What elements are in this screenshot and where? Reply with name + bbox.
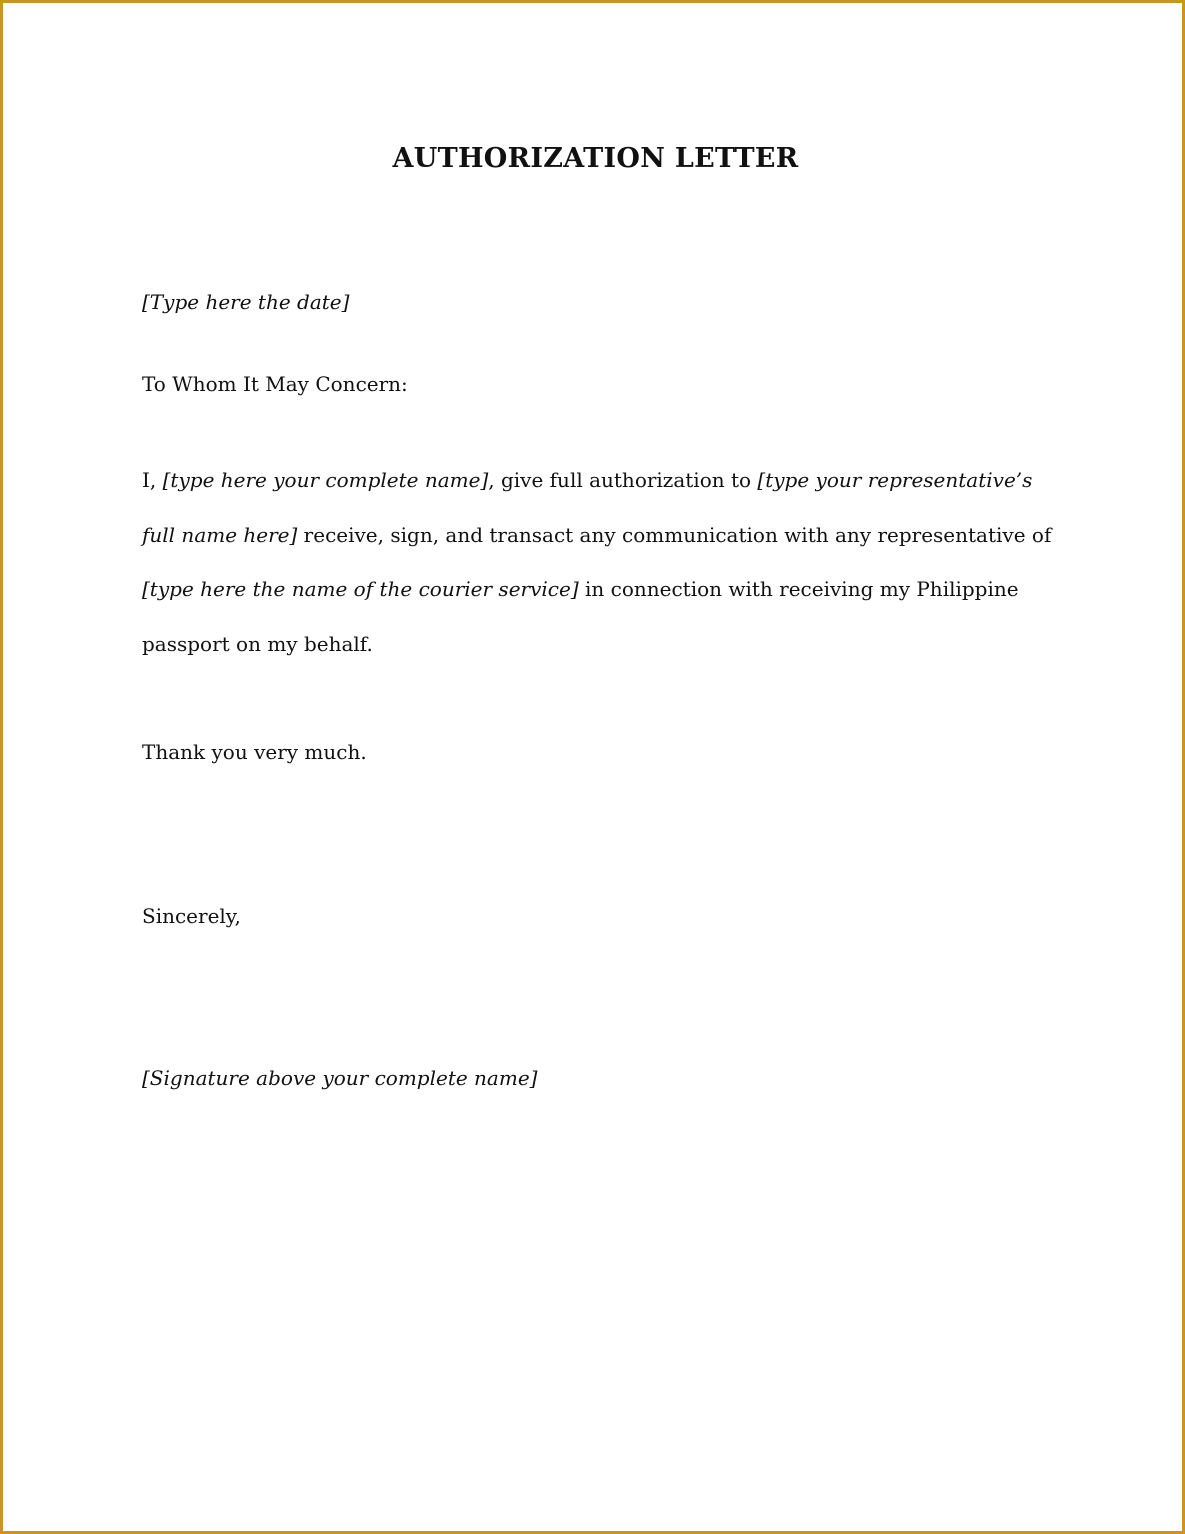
- body-text-part3: receive, sign, and transact any communication with any representative of: [297, 522, 1052, 547]
- body-text-part1: I,: [142, 468, 163, 492]
- salutation: To Whom It May Concern:: [142, 372, 408, 396]
- thanks-line: Thank you very much.: [142, 740, 367, 764]
- representative-placeholder: [type your representative’s full name here]: [142, 468, 1033, 547]
- closing-line: Sincerely,: [142, 904, 241, 928]
- letter-title: AUTHORIZATION LETTER: [392, 143, 799, 174]
- name-placeholder: [type here your complete name]: [162, 468, 489, 492]
- authorization-paragraph: [142, 453, 1052, 671]
- signature-placeholder: [Signature above your complete name]: [142, 1066, 538, 1090]
- body-text-part2: , give full authorization to: [488, 468, 758, 492]
- date-placeholder: [Type here the date]: [142, 290, 350, 314]
- courier-placeholder: [type here the name of the courier service]: [142, 577, 579, 601]
- body-text-part4: in connection with receiving my Philippine passport on my behalf.: [142, 577, 1019, 656]
